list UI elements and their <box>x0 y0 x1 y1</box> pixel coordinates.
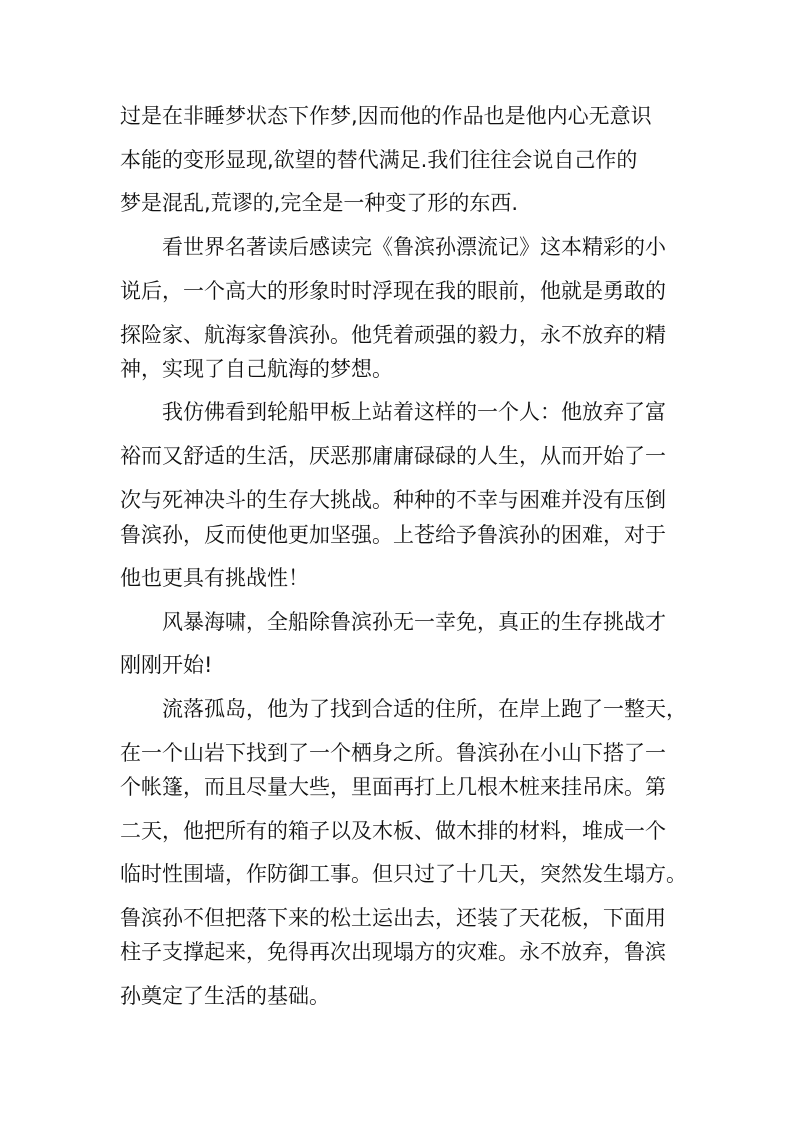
text-line: 本能的变形显现,欲望的替代满足.我们往往会说自己作的 <box>120 148 638 172</box>
text-line: 次与死神决斗的生存大挑战。种种的不幸与困难并没有压倒 <box>120 488 666 512</box>
paragraph-first-line: 我仿佛看到轮船甲板上站着这样的一个人：他放弃了富 <box>162 400 666 424</box>
text-line: 刚刚开始! <box>120 653 213 677</box>
text-line: 二天，他把所有的箱子以及木板、做木排的材料，堆成一个 <box>120 819 666 843</box>
text-line: 神，实现了自己航海的梦想。 <box>120 357 393 381</box>
paragraph-first-line: 流落孤岛，他为了找到合适的住所，在岸上跑了一整天， <box>162 697 687 721</box>
text-line: 孙奠定了生活的基础。 <box>120 984 330 1008</box>
text-line: 在一个山岩下找到了一个栖身之所。鲁滨孙在小山下搭了一 <box>120 741 666 765</box>
text-line: 鲁滨孙不但把落下来的松土运出去，还装了天花板，下面用 <box>120 906 666 930</box>
text-line: 个帐篷，而且尽量大些，里面再打上几根木桩来挂吊床。第 <box>120 775 666 799</box>
text-line: 他也更具有挑战性！ <box>120 566 309 590</box>
text-line: 裕而又舒适的生活，厌恶那庸庸碌碌的人生，从而开始了一 <box>120 444 666 468</box>
paragraph-first-line: 看世界名著读后感读完《鲁滨孙漂流记》这本精彩的小 <box>162 235 666 259</box>
text-line: 梦是混乱,荒谬的,完全是一种变了形的东西. <box>120 191 519 215</box>
paragraph-first-line: 风暴海啸，全船除鲁滨孙无一幸免，真正的生存挑战才 <box>162 610 666 634</box>
text-line: 说后，一个高大的形象时时浮现在我的眼前，他就是勇敢的 <box>120 279 666 303</box>
text-line: 柱子支撑起来，免得再次出现塌方的灾难。永不放弃，鲁滨 <box>120 940 666 964</box>
text-line: 过是在非睡梦状态下作梦,因而他的作品也是他内心无意识 <box>120 104 652 128</box>
text-line: 临时性围墙，作防御工事。但只过了十几天，突然发生塌方。 <box>120 862 687 886</box>
text-line: 探险家、航海家鲁滨孙。他凭着顽强的毅力，永不放弃的精 <box>120 323 666 347</box>
text-line: 鲁滨孙，反而使他更加坚强。上苍给予鲁滨孙的困难，对于 <box>120 523 666 547</box>
